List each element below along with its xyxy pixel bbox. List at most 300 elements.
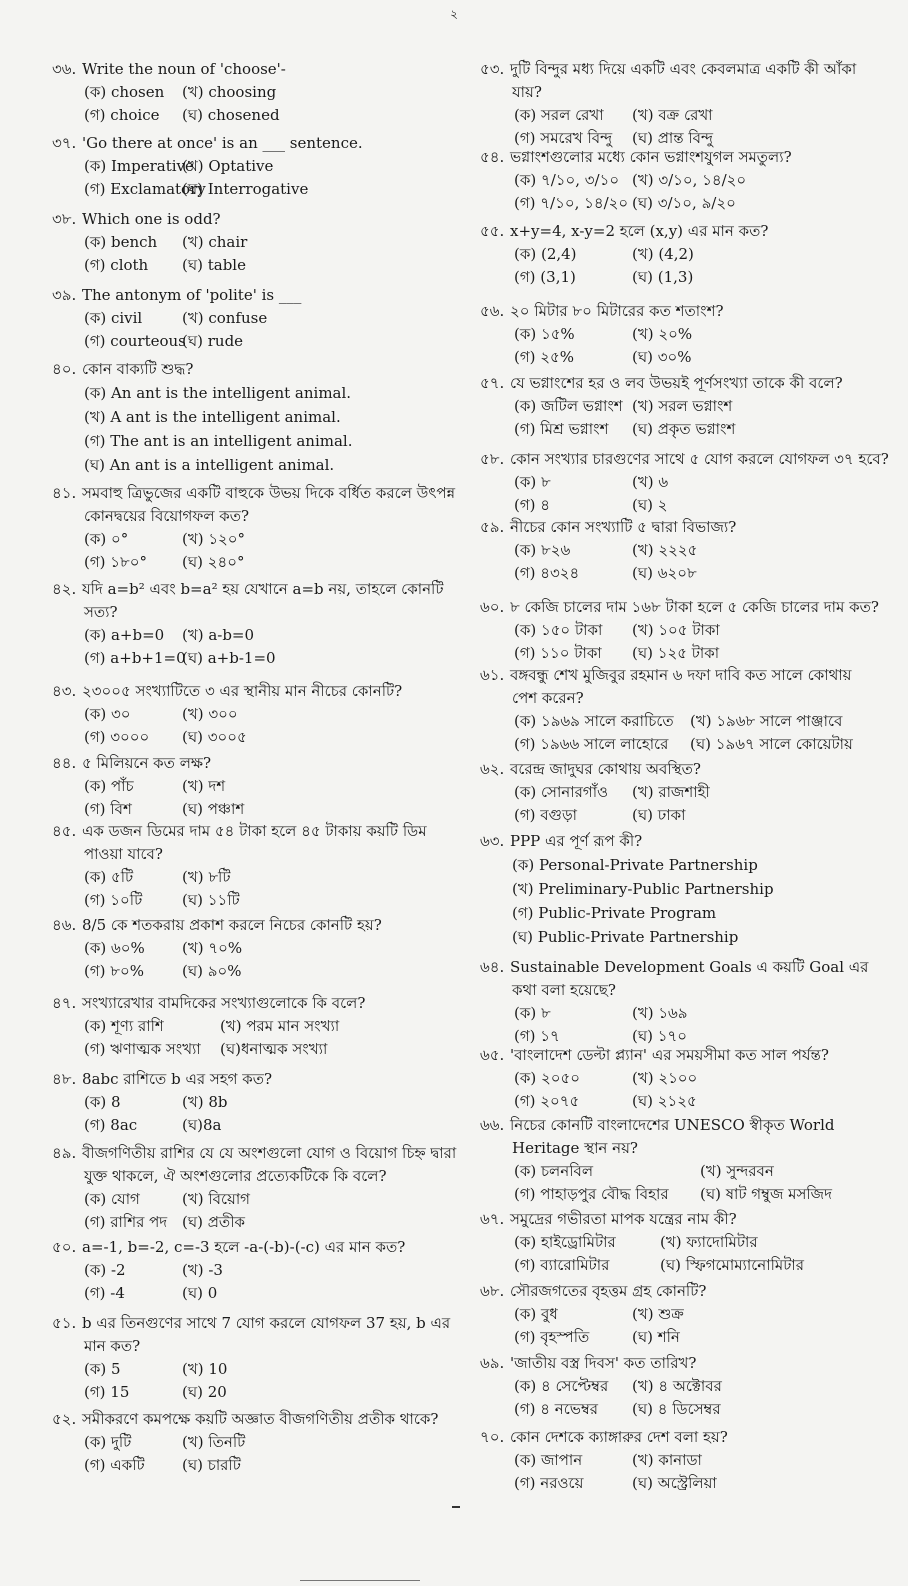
answer-option: (ঘ) ২৪০° bbox=[182, 553, 245, 571]
question-right-7 bbox=[480, 596, 879, 665]
question-number: ৪৪. bbox=[52, 754, 77, 772]
question-text: বীজগণিতীয় রাশির যে যে অংশগুলো যোগ ও বিয়োগ চিহ্ন দ্বারা bbox=[82, 1144, 457, 1162]
answer-option: (গ) ৩০০০ bbox=[84, 728, 150, 746]
question-text: সত্য? bbox=[84, 603, 118, 621]
question-text: পেশ করেন? bbox=[512, 689, 584, 707]
question-text-line bbox=[52, 132, 452, 155]
question-text-line bbox=[52, 1312, 452, 1335]
question-text-line bbox=[480, 448, 889, 471]
answer-option: (ঘ) Interrogative bbox=[182, 180, 309, 198]
answer-option: (খ) ২১০০ bbox=[632, 1069, 698, 1087]
question-left-9 bbox=[52, 820, 452, 912]
option-row bbox=[52, 1381, 452, 1404]
question-left-14 bbox=[52, 1236, 452, 1305]
question-number: ৫১. bbox=[52, 1314, 77, 1332]
option-row bbox=[480, 471, 875, 494]
answer-option: (ঘ) ১২৫ টাকা bbox=[632, 644, 720, 662]
question-left-2 bbox=[52, 208, 452, 277]
answer-option: (খ) ১০৫ টাকা bbox=[632, 621, 720, 639]
answer-option: (খ) ৩/১০, ১৪/২০ bbox=[632, 171, 747, 189]
option-row bbox=[480, 266, 875, 289]
answer-option: (গ) ১০টি bbox=[84, 891, 143, 909]
option-row bbox=[480, 243, 875, 266]
option-row bbox=[52, 1282, 452, 1305]
option-row bbox=[480, 1067, 875, 1090]
answer-option: (গ) choice bbox=[84, 106, 160, 124]
question-text: 'জাতীয় বস্ত্র দিবস' কত তারিখ? bbox=[510, 1354, 697, 1372]
answer-option: (ঘ) ১৯৬৭ সালে কোয়েটায় bbox=[690, 735, 853, 753]
answer-option: (ঘ)8a bbox=[182, 1116, 222, 1134]
option-row bbox=[52, 1015, 452, 1038]
answer-option: (ঘ) প্রতীক bbox=[182, 1213, 245, 1231]
answer-option: (গ) ২০৭৫ bbox=[514, 1092, 580, 1110]
answer-option: (ক) চলনবিল bbox=[514, 1162, 594, 1180]
answer-option: (খ) ৮টি bbox=[182, 868, 231, 886]
question-right-4 bbox=[480, 372, 875, 441]
question-text-line bbox=[480, 1208, 875, 1231]
question-text-line bbox=[480, 830, 875, 853]
answer-option: (গ) সমরেখ বিন্দু bbox=[514, 129, 613, 147]
answer-option: (ক) bench bbox=[84, 233, 158, 251]
question-right-11 bbox=[480, 956, 875, 1048]
answer-option: (গ) একটি bbox=[84, 1456, 145, 1474]
question-text: এক ডজন ডিমের দাম ৫৪ টাকা হলে ৪৫ টাকায় কয়টি ডিম bbox=[82, 822, 427, 840]
option-row bbox=[480, 1449, 875, 1472]
option-row bbox=[480, 192, 875, 215]
answer-option: (ঘ) rude bbox=[182, 332, 244, 350]
question-text-line bbox=[480, 58, 875, 81]
question-text-line bbox=[52, 358, 452, 381]
question-right-8 bbox=[480, 664, 875, 756]
question-left-16 bbox=[52, 1408, 452, 1477]
answer-option: (ক) a+b=0 bbox=[84, 626, 165, 644]
answer-option: (গ) বিশ bbox=[84, 800, 132, 818]
question-number: ৬৫. bbox=[480, 1046, 505, 1064]
question-number: ৫৪. bbox=[480, 148, 505, 166]
question-text-line bbox=[480, 220, 875, 243]
question-number: ৪৮. bbox=[52, 1070, 77, 1088]
question-right-15 bbox=[480, 1280, 875, 1349]
answer-option: (ঘ) ৪ ডিসেম্বর bbox=[632, 1400, 721, 1418]
question-number: ৪৯. bbox=[52, 1144, 77, 1162]
answer-option: (গ) রাশির পদ bbox=[84, 1213, 168, 1231]
option-row bbox=[52, 1114, 452, 1137]
answer-option: (গ) পাহাড়পুর বৌদ্ধ বিহার bbox=[514, 1185, 669, 1203]
answer-option: (ক) ৫টি bbox=[84, 868, 134, 886]
question-number: ৬৩. bbox=[480, 832, 505, 850]
question-right-12 bbox=[480, 1044, 875, 1113]
option-row bbox=[52, 889, 452, 912]
answer-option: (ঘ) Public-Private Partnership bbox=[512, 928, 739, 946]
option-row bbox=[480, 781, 875, 804]
answer-option: (খ) (4,2) bbox=[632, 245, 694, 263]
answer-option: (ঘ) চারটি bbox=[182, 1456, 241, 1474]
option-row bbox=[52, 104, 452, 127]
question-text-line bbox=[480, 956, 875, 979]
answer-option: (ক) জাপান bbox=[514, 1451, 583, 1469]
answer-option: (ঘ) ষাট গম্বুজ মসজিদ bbox=[700, 1185, 832, 1203]
question-text-line bbox=[480, 979, 875, 1002]
answer-option: (গ) 8ac bbox=[84, 1116, 138, 1134]
option-row bbox=[480, 1231, 875, 1254]
question-number: ৫৯. bbox=[480, 518, 505, 536]
question-text-line bbox=[52, 1335, 452, 1358]
question-text: Write the noun of 'choose'- bbox=[82, 60, 286, 78]
question-text-line bbox=[52, 914, 452, 937]
answer-option: (ঘ) অস্ট্রেলিয়া bbox=[632, 1474, 717, 1492]
answer-option: (গ) ৪৩২৪ bbox=[514, 564, 580, 582]
question-left-15 bbox=[52, 1312, 452, 1404]
question-text-line bbox=[52, 601, 452, 624]
option-row bbox=[480, 1398, 875, 1421]
answer-option: (ক) যোগ bbox=[84, 1190, 140, 1208]
option-row bbox=[52, 178, 452, 201]
question-number: ৬৬. bbox=[480, 1116, 505, 1134]
answer-option: (গ) ৭/১০, ১৪/২০ bbox=[514, 194, 629, 212]
answer-option: (ক) বুধ bbox=[514, 1305, 558, 1323]
answer-option: (ক) হাইড্রোমিটার bbox=[514, 1233, 616, 1251]
answer-option: (ঘ) ৩০% bbox=[632, 348, 692, 366]
option-row bbox=[52, 1259, 452, 1282]
question-text-line bbox=[52, 58, 452, 81]
answer-option: (গ) ২৫% bbox=[514, 348, 575, 366]
option-row bbox=[52, 647, 452, 670]
option-row bbox=[52, 1358, 452, 1381]
option-row bbox=[480, 1183, 875, 1206]
question-number: ৩৯. bbox=[52, 286, 77, 304]
answer-option: (খ) ১৬৯ bbox=[632, 1004, 688, 1022]
option-row bbox=[52, 1431, 452, 1454]
answer-option: (খ) ৬ bbox=[632, 473, 669, 491]
question-number: ৬২. bbox=[480, 760, 505, 778]
question-text: কোন সংখ্যার চারগুণের সাথে ৫ যোগ করলে যোগফল ৩৭ হবে? bbox=[510, 450, 889, 468]
question-left-6 bbox=[52, 578, 452, 670]
question-number: ৫০. bbox=[52, 1238, 77, 1256]
answer-option: (ক) ৬০% bbox=[84, 939, 145, 957]
question-number: ৪৫. bbox=[52, 822, 77, 840]
option-row bbox=[52, 528, 452, 551]
option-row bbox=[480, 1303, 875, 1326]
option-row bbox=[52, 254, 452, 277]
question-right-13 bbox=[480, 1114, 875, 1206]
question-text: সমবাহু ত্রিভুজের একটি বাহুকে উভয় দিকে বর্ধিত করলে উৎপন্ন bbox=[82, 484, 456, 502]
question-text: নিচের কোনটি বাংলাদেশের UNESCO স্বীকৃত World bbox=[510, 1116, 835, 1134]
option-row bbox=[52, 1211, 452, 1234]
answer-option: (খ) 8b bbox=[182, 1093, 228, 1111]
answer-option: (ঘ) ২ bbox=[632, 496, 668, 514]
answer-option: (ক) ৮২৬ bbox=[514, 541, 571, 559]
bottom-divider bbox=[300, 1580, 420, 1581]
question-number: ৪২. bbox=[52, 580, 77, 598]
page-number: ২ bbox=[450, 7, 458, 21]
answer-option: (ক) ১৫% bbox=[514, 325, 575, 343]
question-right-3 bbox=[480, 300, 875, 369]
question-text-line bbox=[52, 992, 452, 1015]
answer-option: (খ) তিনটি bbox=[182, 1433, 246, 1451]
answer-option: (খ) 10 bbox=[182, 1360, 228, 1378]
question-number: ৫৩. bbox=[480, 60, 505, 78]
question-number: ৬১. bbox=[480, 666, 505, 684]
question-text-line bbox=[52, 680, 452, 703]
answer-option: (ঘ) শনি bbox=[632, 1328, 680, 1346]
question-right-6 bbox=[480, 516, 875, 585]
answer-option: (খ) সুন্দরবন bbox=[700, 1162, 774, 1180]
question-text: Heritage স্থান নয়? bbox=[512, 1139, 638, 1157]
option-row bbox=[52, 624, 452, 647]
answer-option: (ক) chosen bbox=[84, 83, 165, 101]
option-row bbox=[480, 395, 875, 418]
question-right-0 bbox=[480, 58, 875, 150]
question-left-12 bbox=[52, 1068, 452, 1137]
question-text-line bbox=[52, 843, 452, 866]
answer-option: (ঘ) a+b-1=0 bbox=[182, 649, 276, 667]
option-row bbox=[52, 231, 452, 254]
question-text-line bbox=[480, 1426, 875, 1449]
answer-option: (গ) ঋণাত্মক সংখ্যা bbox=[84, 1040, 201, 1058]
question-text: ২০ মিটার ৮০ মিটারের কত শতাংশ? bbox=[510, 302, 724, 320]
answer-option: (গ) -4 bbox=[84, 1284, 125, 1302]
question-text: সংখ্যারেখার বামদিকের সংখ্যাগুলোকে কি বলে? bbox=[82, 994, 366, 1012]
question-text: যায়? bbox=[512, 83, 542, 101]
question-text: সমুদ্রের গভীরতা মাপক যন্ত্রের নাম কী? bbox=[510, 1210, 737, 1228]
question-text: 8/5 কে শতকরায় প্রকাশ করলে নিচের কোনটি হয়? bbox=[82, 916, 382, 934]
footer-mark bbox=[452, 1506, 460, 1508]
question-left-0 bbox=[52, 58, 452, 127]
question-right-5 bbox=[480, 448, 889, 517]
question-left-13 bbox=[52, 1142, 457, 1234]
option-row bbox=[52, 703, 452, 726]
answer-option: (ক) An ant is the intelligent animal. bbox=[84, 384, 352, 402]
answer-option: (ক) শূণ্য রাশি bbox=[84, 1017, 164, 1035]
question-text-line bbox=[52, 752, 452, 775]
question-left-11 bbox=[52, 992, 452, 1061]
answer-option: (খ) ২০% bbox=[632, 325, 693, 343]
question-text: PPP এর পূর্ণ রূপ কী? bbox=[510, 832, 643, 850]
question-text: Which one is odd? bbox=[82, 210, 221, 228]
answer-option: (খ) choosing bbox=[182, 83, 277, 101]
option-row bbox=[480, 346, 875, 369]
answer-option: (ক) দুটি bbox=[84, 1433, 132, 1451]
question-right-2 bbox=[480, 220, 875, 289]
answer-option: (গ) a+b+1=0 bbox=[84, 649, 186, 667]
option-row bbox=[480, 1002, 875, 1025]
answer-option: (খ) দশ bbox=[182, 777, 226, 795]
question-number: ৫৬. bbox=[480, 302, 505, 320]
question-text-line bbox=[480, 1114, 875, 1137]
question-text: b এর তিনগুণের সাথে 7 যোগ করলে যোগফল 37 হয়, b এর bbox=[82, 1314, 451, 1332]
answer-option: (খ) confuse bbox=[182, 309, 268, 327]
answer-option: (খ) শুক্র bbox=[632, 1305, 684, 1323]
option-row bbox=[480, 710, 875, 733]
question-number: ৪৩. bbox=[52, 682, 77, 700]
question-text-line bbox=[480, 1044, 875, 1067]
answer-option: (ক) সরল রেখা bbox=[514, 106, 604, 124]
question-text: দুটি বিন্দুর মধ্য দিয়ে একটি এবং কেবলমাত্র একটি কী আঁকা bbox=[510, 60, 857, 78]
question-left-4 bbox=[52, 358, 452, 477]
question-text: বরেন্দ্র জাদুঘর কোথায় অবস্থিত? bbox=[510, 760, 701, 778]
question-text: ৫ মিলিয়নে কত লক্ষ? bbox=[82, 754, 212, 772]
option-row bbox=[480, 1326, 875, 1349]
answer-option: (গ) ১৮০° bbox=[84, 553, 148, 571]
answer-option: (গ) (3,1) bbox=[514, 268, 576, 286]
question-text: x+y=4, x-y=2 হলে (x,y) এর মান কত? bbox=[510, 222, 769, 240]
answer-option: (গ) ৮০% bbox=[84, 962, 145, 980]
option-row bbox=[52, 1038, 452, 1061]
question-text-line bbox=[480, 687, 875, 710]
answer-option: (ঘ) ৩/১০, ৯/২০ bbox=[632, 194, 736, 212]
answer-option: (গ) নরওয়ে bbox=[514, 1474, 584, 1492]
answer-option: (ঘ) (1,3) bbox=[632, 268, 694, 286]
question-text-line bbox=[52, 578, 452, 601]
answer-option: (ক) -2 bbox=[84, 1261, 126, 1279]
question-text-line bbox=[52, 284, 452, 307]
answer-option: (ঘ) ৯০% bbox=[182, 962, 242, 980]
answer-option: (ক) 5 bbox=[84, 1360, 121, 1378]
question-number: ৩৬. bbox=[52, 60, 77, 78]
question-text: যুক্ত থাকলে, ঐ অংশগুলোর প্রত্যেকটিকে কি বলে? bbox=[84, 1167, 387, 1185]
answer-option: (ক) জটিল ভগ্নাংশ bbox=[514, 397, 623, 415]
question-text-line bbox=[52, 505, 452, 528]
answer-option: (গ) Exclamatory bbox=[84, 180, 206, 198]
question-left-8 bbox=[52, 752, 452, 821]
question-number: ৪৬. bbox=[52, 916, 77, 934]
question-text-line bbox=[52, 1408, 452, 1431]
answer-option: (গ) ব্যারোমিটার bbox=[514, 1256, 610, 1274]
question-text-line bbox=[52, 820, 452, 843]
answer-option: (খ) রাজশাহী bbox=[632, 783, 710, 801]
option-row bbox=[52, 775, 452, 798]
question-text-line bbox=[480, 1352, 875, 1375]
answer-option: (ঘ) ৩০০৫ bbox=[182, 728, 247, 746]
question-text-line bbox=[480, 596, 879, 619]
answer-option: (গ) ৪ bbox=[514, 496, 551, 514]
option-row bbox=[480, 323, 875, 346]
question-text: কোন দেশকে ক্যাঙ্গারুর দেশ বলা হয়? bbox=[510, 1428, 728, 1446]
answer-option: (ঘ) 20 bbox=[182, 1383, 227, 1401]
answer-option: (ঘ) table bbox=[182, 256, 246, 274]
question-text-line bbox=[52, 482, 456, 505]
question-text: কোন বাক্যটি শুদ্ধ? bbox=[82, 360, 194, 378]
option-row bbox=[480, 1472, 875, 1495]
answer-option: (ক) ৮ bbox=[514, 473, 551, 491]
question-text-line bbox=[480, 758, 875, 781]
question-text-line bbox=[52, 1165, 452, 1188]
question-text: মান কত? bbox=[84, 1337, 141, 1355]
question-number: ৬৯. bbox=[480, 1354, 505, 1372]
question-right-16 bbox=[480, 1352, 875, 1421]
answer-option: (ঘ) 0 bbox=[182, 1284, 218, 1302]
question-number: ৬৪. bbox=[480, 958, 505, 976]
answer-option: (ক) ১৫০ টাকা bbox=[514, 621, 603, 639]
option-row bbox=[480, 169, 875, 192]
question-text: কোনদ্বয়ের বিয়োগফল কত? bbox=[84, 507, 250, 525]
answer-option: (ক) সোনারগাঁও bbox=[514, 783, 609, 801]
question-number: ৫৭. bbox=[480, 374, 505, 392]
option-row bbox=[52, 155, 452, 178]
question-text-line bbox=[480, 146, 875, 169]
question-text: a=-1, b=-2, c=-3 হলে -a-(-b)-(-c) এর মান কত? bbox=[82, 1238, 406, 1256]
option-row bbox=[52, 866, 452, 889]
answer-option: (গ) cloth bbox=[84, 256, 149, 274]
question-text-line bbox=[52, 1068, 452, 1091]
question-text-line bbox=[480, 664, 875, 687]
question-text: Sustainable Development Goals এ কয়টি Goal এর bbox=[510, 958, 869, 976]
option-row bbox=[480, 562, 875, 585]
option-row bbox=[480, 1160, 875, 1183]
question-text: যে ভগ্নাংশের হর ও লব উভয়ই পূর্ণসংখ্যা তাকে কী বলে? bbox=[510, 374, 843, 392]
question-text-line bbox=[480, 372, 875, 395]
answer-option: (ক) ৩০ bbox=[84, 705, 131, 723]
option-row bbox=[52, 330, 452, 353]
answer-option: (ঘ) প্রান্ত বিন্দু bbox=[632, 129, 714, 147]
question-text: পাওয়া যাবে? bbox=[84, 845, 163, 863]
question-left-1 bbox=[52, 132, 452, 201]
answer-option: (ক) ২০৫০ bbox=[514, 1069, 580, 1087]
answer-option: (ঘ) পঞ্চাশ bbox=[182, 800, 245, 818]
answer-option: (খ) ১২০° bbox=[182, 530, 246, 548]
answer-option: (গ) মিশ্র ভগ্নাংশ bbox=[514, 420, 609, 438]
answer-option: (গ) ৪ নভেম্বর bbox=[514, 1400, 599, 1418]
answer-option: (ঘ) ১১টি bbox=[182, 891, 240, 909]
option-row bbox=[480, 804, 875, 827]
answer-option: (ঘ) ২১২৫ bbox=[632, 1092, 697, 1110]
answer-option: (ক) ৭/১০, ৩/১০ bbox=[514, 171, 620, 189]
answer-option: (ক) ৪ সেপ্টেম্বর bbox=[514, 1377, 609, 1395]
answer-option: (ঘ)ধনাত্মক সংখ্যা bbox=[220, 1040, 328, 1058]
question-number: ৬৭. bbox=[480, 1210, 505, 1228]
option-row bbox=[52, 726, 452, 749]
question-left-10 bbox=[52, 914, 452, 983]
option-row bbox=[480, 1254, 875, 1277]
answer-option: (ঘ) chosened bbox=[182, 106, 280, 124]
answer-option: (ঘ) ঢাকা bbox=[632, 806, 686, 824]
option-row bbox=[52, 960, 452, 983]
option-row bbox=[480, 733, 875, 756]
answer-option: (খ) বিয়োগ bbox=[182, 1190, 251, 1208]
question-number: ৪৭. bbox=[52, 994, 77, 1012]
answer-option: (খ) সরল ভগ্নাংশ bbox=[632, 397, 733, 415]
option-row bbox=[480, 1090, 875, 1113]
question-text: সমীকরণে কমপক্ষে কয়টি অজ্ঞাত বীজগণিতীয় প্রতীক থাকে? bbox=[82, 1410, 439, 1428]
answer-option: (খ) পরম মান সংখ্যা bbox=[220, 1017, 340, 1035]
answer-option: (ক) ০° bbox=[84, 530, 129, 548]
answer-option: (ঘ) ১৭০ bbox=[632, 1027, 687, 1045]
question-number: ৩৭. bbox=[52, 134, 77, 152]
answer-option: (খ) Optative bbox=[182, 157, 274, 175]
question-right-9 bbox=[480, 758, 875, 827]
question-text: 'বাংলাদেশ ডেল্টা প্ল্যান' এর সময়সীমা কত সাল পর্যন্ত? bbox=[510, 1046, 829, 1064]
answer-option: (গ) বগুড়া bbox=[514, 806, 578, 824]
answer-option: (খ) A ant is the intelligent animal. bbox=[84, 408, 341, 426]
question-number: ৬৮. bbox=[480, 1282, 505, 1300]
option-row bbox=[480, 104, 875, 127]
question-number: ৪০. bbox=[52, 360, 77, 378]
answer-option: (গ) 15 bbox=[84, 1383, 130, 1401]
answer-option: (ক) ১৯৬৯ সালে করাচিতে bbox=[514, 712, 674, 730]
answer-option: (খ) ২২২৫ bbox=[632, 541, 698, 559]
answer-option: (ক) Imperative bbox=[84, 157, 194, 175]
answer-option: (ঘ) ৬২০৮ bbox=[632, 564, 697, 582]
answer-option: (গ) Public-Private Program bbox=[512, 904, 717, 922]
question-left-7 bbox=[52, 680, 452, 749]
question-text-line bbox=[480, 300, 875, 323]
question-text-line bbox=[52, 208, 452, 231]
question-left-3 bbox=[52, 284, 452, 353]
answer-option: (খ) ৩০০ bbox=[182, 705, 238, 723]
question-text: ২৩০০৫ সংখ্যাটিতে ৩ এর স্থানীয় মান নীচের কোনটি? bbox=[82, 682, 403, 700]
question-text-line bbox=[480, 516, 875, 539]
question-text: নীচের কোন সংখ্যাটি ৫ দ্বারা বিভাজ্য? bbox=[510, 518, 737, 536]
